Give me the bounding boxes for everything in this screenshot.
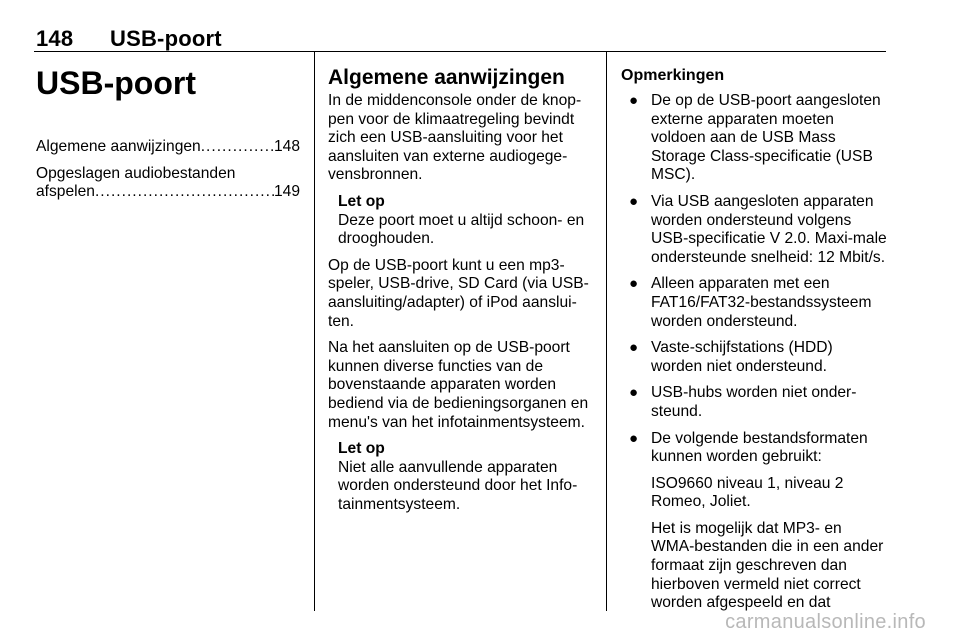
- header-rule: [34, 51, 886, 52]
- section-heading: Algemene aanwijzingen: [328, 66, 565, 89]
- toc-page-number: 148: [273, 138, 300, 155]
- note-box-1: [328, 193, 596, 249]
- list-subparagraph: Het is mogelijk dat MP3- en WMA-bestanden die in een ander formaat zijn geschreven dan hierboven vermeld niet correct worden afgespeeld en dat: [651, 519, 884, 612]
- column-general-notes: [328, 62, 596, 522]
- toc-leader-dots: [95, 183, 274, 202]
- list-item: ● De op de USB-poort aangesloten externe apparaten moeten voldoen aan de USB Mass Storage Class-specificatie (USB MSC).: [629, 92, 881, 184]
- toc-entry-text: Opgeslagen audiobestanden: [36, 164, 236, 182]
- column-remarks: [621, 62, 887, 621]
- page-header: [36, 26, 222, 52]
- paragraph-usb-location: In de middenconsole onder de knop-pen voor de klimaatregeling bevindt zich een USB-aansluiting voor het aansluiten van externe audiogege-vensbronnen.: [328, 92, 582, 184]
- toc-entry-text: Algemene aanwijzingen: [36, 138, 201, 155]
- list-item: ● USB-hubs worden niet onder-steund.: [629, 384, 857, 420]
- toc-leader-dots: [201, 138, 274, 157]
- toc-entry-1[interactable]: [36, 138, 300, 157]
- toc-entry-text-cont: afspelen: [36, 183, 95, 201]
- note-box-2: [328, 440, 596, 514]
- page-number: 148: [36, 26, 74, 51]
- column-divider-2: [606, 51, 607, 611]
- list-item: ● De volgende bestandsformaten kunnen worden gebruikt: ISO9660 niveau 1, niveau 2 Romeo, Joliet. Het is mogelijk dat MP3- en WMA-bestanden die in een ander formaat zijn geschreven dan hierboven vermeld niet correct worden afgespeeld en dat: [621, 430, 887, 613]
- toc-page-number: 149: [273, 183, 300, 201]
- chapter-title: USB-poort: [36, 65, 196, 101]
- bullet-icon: ●: [629, 275, 639, 293]
- column-toc: [36, 62, 300, 210]
- list-item: ● Via USB aangesloten apparaten worden ondersteund volgens USB-specificatie V 2.0. Maxi-male ondersteunde snelheid: 12 Mbit/s.: [629, 192, 887, 266]
- running-section-title: USB-poort: [110, 26, 222, 51]
- column-divider-1: [314, 51, 315, 611]
- bullet-icon: ●: [629, 429, 639, 447]
- paragraph-supported-devices: Op de USB-poort kunt u een mp3-speler, USB-drive, SD Card (via USB-aansluiting/adapter) of iPod aanslui-ten.: [328, 256, 589, 330]
- note-text: Deze poort moet u altijd schoon- en drooghouden.: [338, 211, 585, 248]
- toc-entry-2[interactable]: [36, 165, 300, 202]
- note-text: Niet alle aanvullende apparaten worden ondersteund door het Info-tainmentsysteem.: [338, 458, 578, 513]
- list-item: ● Vaste-schijfstations (HDD) worden niet ondersteund.: [629, 339, 833, 375]
- bullet-icon: ●: [629, 339, 639, 357]
- bullet-icon: ●: [629, 192, 639, 210]
- note-label: Let op: [338, 192, 385, 210]
- bullet-icon: ●: [629, 92, 639, 109]
- bullet-icon: ●: [629, 384, 639, 402]
- site-watermark: carmanualsonline.info: [725, 611, 926, 633]
- list-subparagraph: ISO9660 niveau 1, niveau 2 Romeo, Joliet.: [651, 474, 844, 511]
- remarks-heading: Opmerkingen: [621, 67, 725, 84]
- note-label: Let op: [338, 440, 385, 458]
- list-item: ● Alleen apparaten met een FAT16/FAT32-bestandssysteem worden ondersteund.: [629, 275, 872, 330]
- remarks-list: [621, 92, 887, 613]
- paragraph-operation: Na het aansluiten op de USB-poort kunnen diverse functies van de bovenstaande apparaten worden bediend via de bedieningsorganen en menu's van het infotainmentsysteem.: [328, 339, 589, 431]
